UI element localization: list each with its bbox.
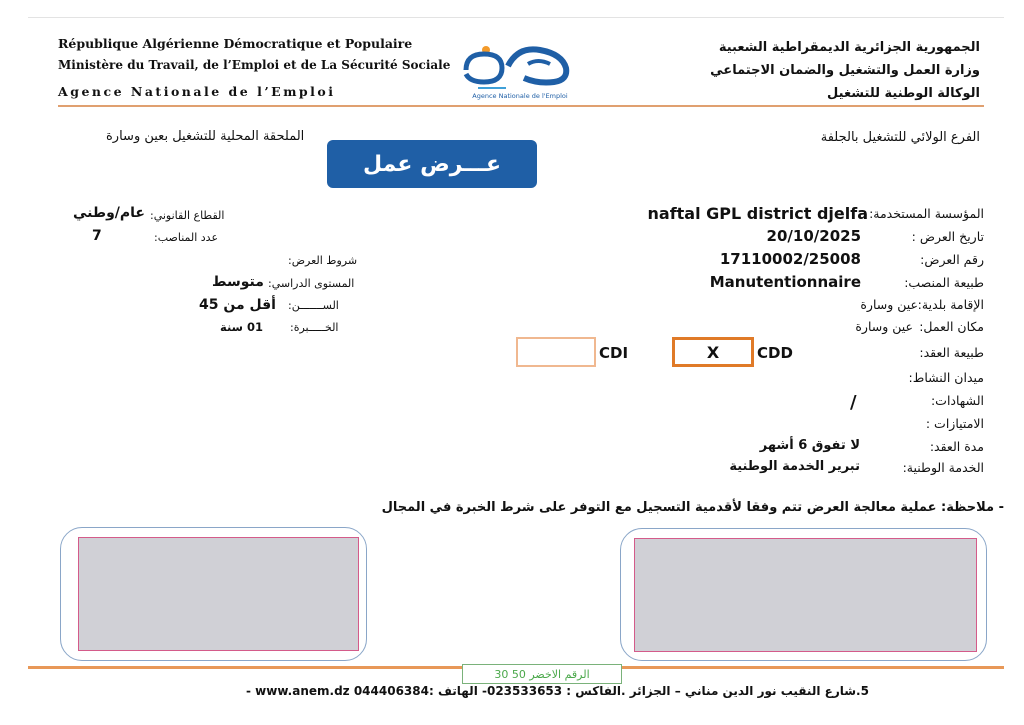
sector-value: عام/وطني (73, 205, 145, 221)
date-label: تاريخ العرض : (911, 229, 984, 244)
green-number: الرقم الاخضر 50 30 (462, 664, 622, 684)
header-ar-ministry: وزارة العمل والتشغيل والضمان الاجتماعي (710, 63, 980, 78)
field-label: ميدان النشاط: (908, 370, 984, 385)
residence-value: عين وسارة (860, 297, 918, 312)
posts-label: عدد المناصب: (154, 231, 219, 244)
header-fr-agency: Agence Nationale de l’Emploi (58, 84, 336, 99)
certificates-value: / (850, 392, 857, 413)
experience-value: 01 سنة (220, 320, 263, 334)
header-rule (58, 105, 984, 107)
privileges-label: الامتيازات : (925, 416, 984, 431)
position-value: Manutentionnaire (709, 273, 861, 291)
service-label: الخدمة الوطنية: (902, 460, 984, 475)
service-value: تبرير الخدمة الوطنية (729, 459, 860, 474)
note-text: - ملاحظة: عملية معالجة العرض تتم وفقا لأقدمية التسجيل مع التوفر على شرط الخبرة في المجال (381, 500, 1004, 515)
right-card (620, 528, 987, 661)
footer-address: 5.شارع النقيب نور الدين مناني – الجزائر .الفاكس : 023533653- الهاتف :044406384 www.anem.dz - (246, 684, 869, 698)
branch-local: الملحقة المحلية للتشغيل بعين وسارة (106, 129, 305, 144)
page-title: عـــرض عمل (327, 140, 537, 188)
experience-label: الخـــــبرة: (290, 321, 339, 334)
date-value: 20/10/2025 (766, 227, 861, 245)
number-label: رقم العرض: (920, 252, 984, 267)
age-value: أقل من 45 (199, 297, 276, 313)
header-ar-republic: الجمهورية الجزائرية الديمقراطية الشعبية (718, 40, 980, 55)
cdi-checkbox[interactable] (516, 337, 596, 367)
right-card-placeholder (634, 538, 977, 652)
branch-provincial: الفرع الولائي للتشغيل بالجلفة (820, 130, 980, 145)
sector-label: القطاع القانوني: (150, 209, 225, 222)
left-card-placeholder (78, 537, 359, 651)
age-label: الســـــــن: (288, 299, 339, 312)
number-value: 17110002/25008 (719, 250, 861, 268)
left-card (60, 527, 367, 661)
header-fr-ministry: Ministère du Travail, de l’Emploi et de La Sécurité Sociale (58, 58, 451, 72)
position-label: طبيعة المنصب: (904, 275, 984, 290)
certificates-label: الشهادات: (930, 393, 984, 408)
cdd-label: CDD (757, 344, 793, 362)
residence-label: الإقامة بلدية: (917, 297, 984, 312)
employer-value: naftal GPL district djelfa (647, 204, 868, 223)
contract-label: طبيعة العقد: (919, 345, 984, 360)
header-fr-republic: République Algérienne Démocratique et Populaire (58, 36, 413, 51)
duration-label: مدة العقد: (929, 439, 984, 454)
conditions-label: شروط العرض: (288, 254, 358, 267)
logo-caption: Agence Nationale de l'Emploi (472, 92, 568, 100)
header-ar-agency: الوكالة الوطنية للتشغيل (827, 86, 980, 101)
employer-label: المؤسسة المستخدمة: (869, 206, 984, 221)
cdd-mark: X (706, 343, 720, 362)
top-rule (28, 17, 1004, 18)
anem-logo (458, 36, 582, 102)
cdi-label: CDI (599, 344, 629, 362)
workplace-value: عين وسارة (855, 319, 913, 334)
workplace-label: مكان العمل: (919, 319, 984, 334)
education-label: المستوى الدراسي: (268, 277, 355, 290)
education-value: متوسط (212, 274, 264, 290)
duration-value: لا تفوق 6 أشهر (759, 438, 860, 453)
posts-value: 7 (92, 228, 102, 244)
cdd-checkbox[interactable] (672, 337, 754, 367)
